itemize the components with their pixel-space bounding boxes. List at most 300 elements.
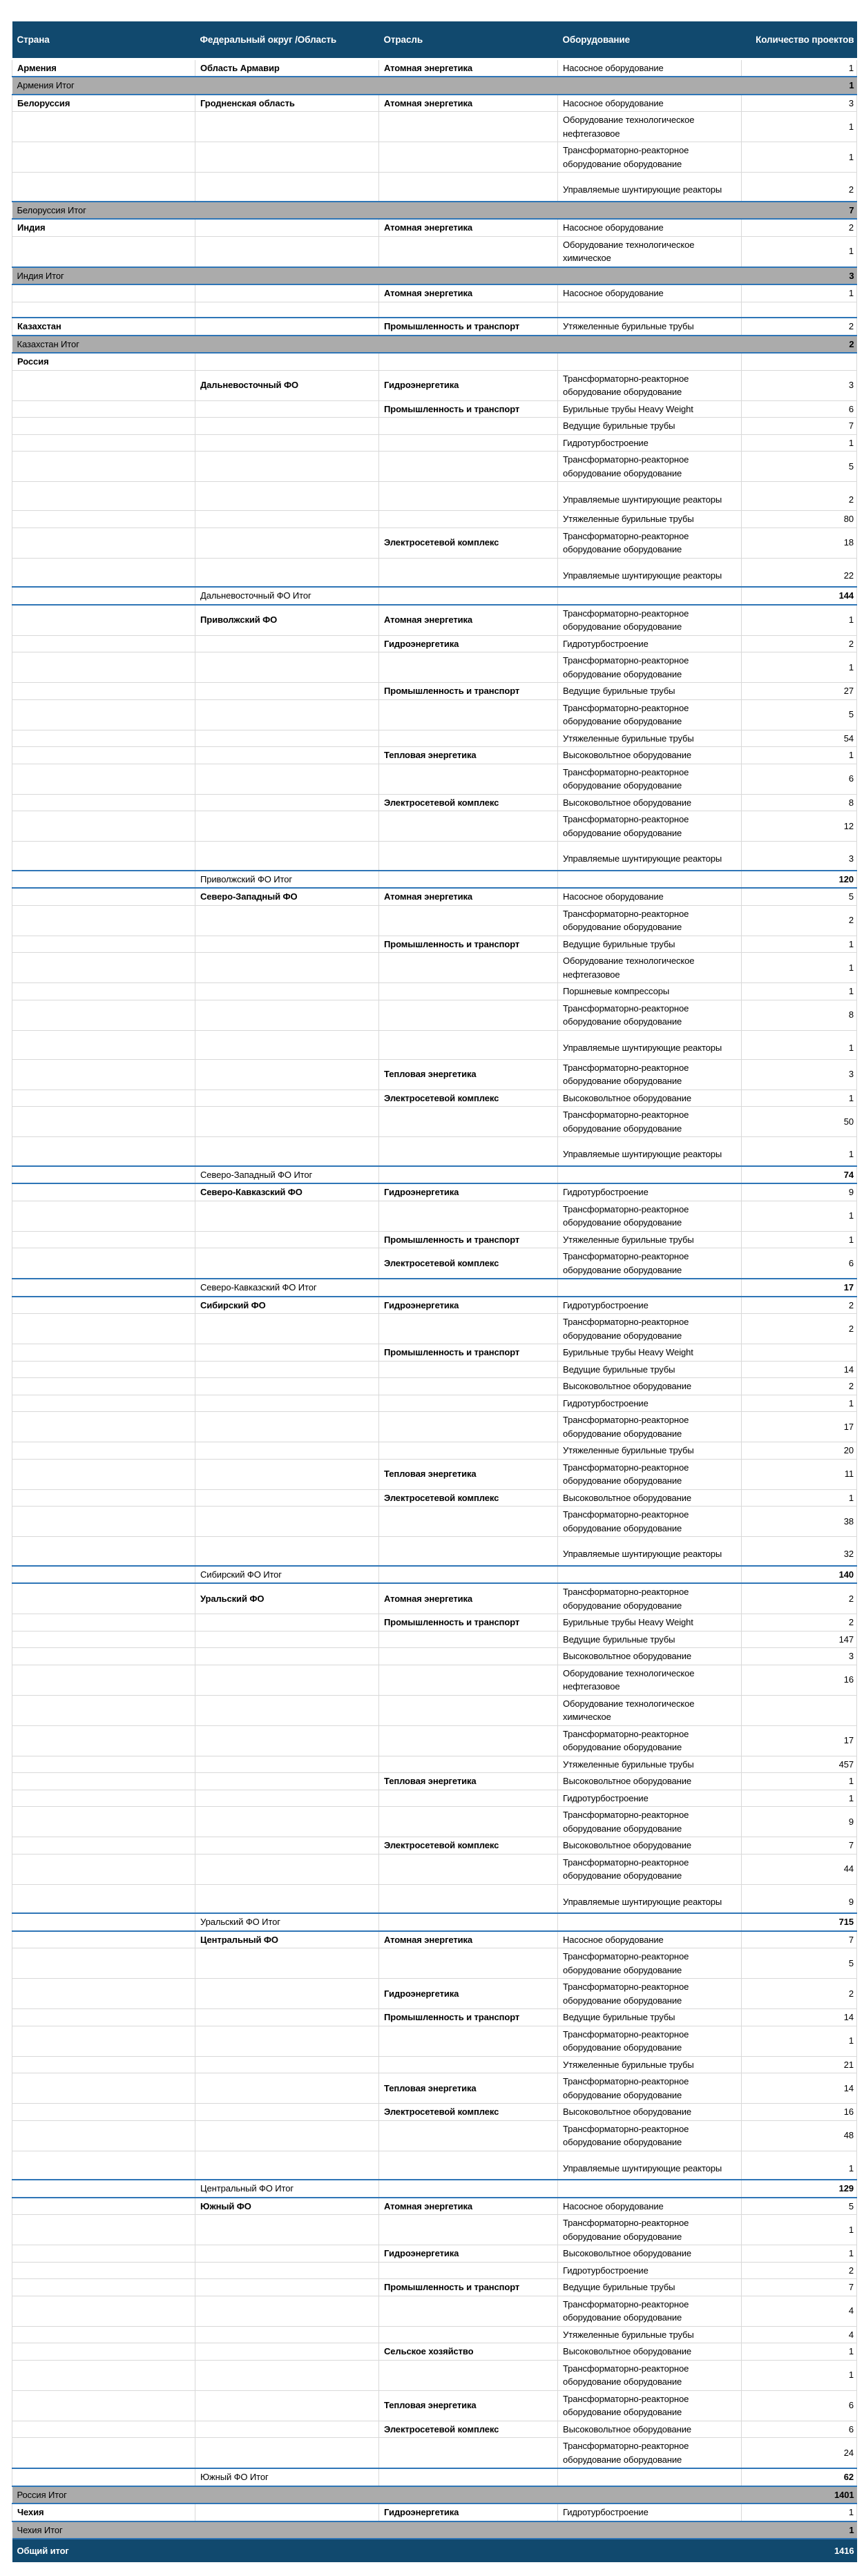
data-row [12,1695,857,1725]
industry-cell [379,142,558,173]
industry-cell: Атомная энергетика [379,1931,558,1948]
data-row [12,236,857,267]
grand-total-row [12,2539,857,2562]
data-row [12,1648,857,1665]
industry-cell [379,1566,558,1584]
industry-cell: Электросетевой комплекс [379,1489,558,1507]
project-count-cell [742,302,857,318]
data-row [12,511,857,528]
project-count-cell: 1 [742,2026,857,2056]
project-count-cell: 2 [742,1297,857,1314]
country-cell [12,1979,195,2009]
region-cell [195,236,379,267]
country-cell [12,1030,195,1059]
equipment-cell: Высоковольтное оборудование [558,1090,742,1107]
project-count-cell: 54 [742,730,857,747]
equipment-cell: Трансформаторно-реакторное оборудование оборудование [558,652,742,683]
project-count-cell: 8 [742,794,857,811]
region-cell [195,1137,379,1166]
project-count-cell: 1 [742,1395,857,1412]
country-cell [12,1344,195,1362]
equipment-cell: Трансформаторно-реакторное оборудование оборудование [558,1507,742,1537]
project-count-cell: 1 [742,1489,857,1507]
district-total-row [12,1913,857,1931]
project-count-cell: 1416 [742,2539,857,2562]
project-count-cell: 5 [742,452,857,482]
project-count-cell: 2 [742,1314,857,1344]
country-cell [12,2009,195,2026]
equipment-cell: Высоковольтное оборудование [558,2343,742,2361]
industry-cell [379,2468,558,2486]
region-cell: Гродненская область [195,95,379,112]
equipment-cell: Трансформаторно-реакторное оборудование оборудование [558,370,742,400]
data-row [12,1248,857,1279]
project-count-cell: 1 [742,2215,857,2245]
region-cell [195,1773,379,1790]
industry-cell [379,353,558,370]
data-row [12,652,857,683]
equipment-cell [558,1279,742,1297]
country-cell [12,794,195,811]
data-row [12,1030,857,1059]
equipment-cell: Высоковольтное оборудование [558,747,742,764]
region-cell [195,452,379,482]
industry-cell [379,1854,558,1884]
district-total-label: Северо-Западный ФО Итог [195,1166,379,1184]
country-cell [12,1107,195,1137]
country-cell [12,936,195,953]
region-cell [195,434,379,452]
data-row [12,1361,857,1378]
industry-cell [379,2026,558,2056]
project-count-cell: 1 [742,434,857,452]
project-count-cell: 6 [742,2390,857,2421]
region-cell [195,2343,379,2361]
region-cell [195,1725,379,1756]
data-row [12,1201,857,1231]
region-cell [195,2421,379,2438]
district-total-label: Уральский ФО Итог [195,1913,379,1931]
district-total-row [12,2468,857,2486]
project-count-cell: 1 [742,2245,857,2263]
data-row [12,2009,857,2026]
industry-cell: Атомная энергетика [379,95,558,112]
equipment-cell: Высоковольтное оборудование [558,2104,742,2121]
equipment-cell: Бурильные трубы Heavy Weight [558,1344,742,1362]
data-row [12,1614,857,1631]
industry-cell: Тепловая энергетика [379,2073,558,2104]
equipment-cell: Высоковольтное оборудование [558,1378,742,1395]
equipment-cell: Утяжеленные бурильные трубы [558,1442,742,1460]
region-cell [195,1231,379,1248]
country-total-row [12,77,857,95]
region-cell [195,905,379,936]
data-row [12,2056,857,2073]
industry-cell: Сельское хозяйство [379,2343,558,2361]
data-row [12,95,857,112]
industry-cell [379,2056,558,2073]
country-cell [12,1884,195,1913]
equipment-cell: Управляемые шунтирующие реакторы [558,558,742,587]
equipment-cell: Управляемые шунтирующие реакторы [558,1137,742,1166]
country-cell [12,284,195,302]
region-cell [195,1090,379,1107]
project-count-cell: 4 [742,2296,857,2326]
data-row [12,1948,857,1979]
data-row [12,1489,857,1507]
data-row [12,527,857,558]
equipment-cell: Трансформаторно-реакторное оборудование оборудование [558,1725,742,1756]
industry-cell [379,2180,558,2198]
industry-cell [379,2296,558,2326]
country-cell [12,482,195,511]
project-count-cell: 1 [742,983,857,1000]
industry-cell: Электросетевой комплекс [379,794,558,811]
country-cell [12,1378,195,1395]
country-cell [12,1566,195,1584]
country-cell [12,2056,195,2073]
equipment-cell: Оборудование технологическое химическое [558,236,742,267]
industry-cell [379,1507,558,1537]
equipment-cell: Гидротурбостроение [558,1790,742,1807]
region-cell [195,683,379,700]
data-row [12,699,857,730]
data-row [12,482,857,511]
country-cell [12,888,195,905]
region-cell [195,983,379,1000]
industry-cell: Промышленность и транспорт [379,2009,558,2026]
region-cell [195,2215,379,2245]
region-cell [195,482,379,511]
data-row [12,1090,857,1107]
region-cell [195,1059,379,1090]
data-row [12,400,857,418]
data-row [12,2326,857,2343]
project-count-cell: 715 [742,1913,857,1931]
industry-cell: Атомная энергетика [379,1583,558,1614]
equipment-cell: Утяжеленные бурильные трубы [558,2056,742,2073]
region-cell [195,1248,379,1279]
industry-cell [379,1913,558,1931]
industry-cell [379,1137,558,1166]
equipment-cell: Управляемые шунтирующие реакторы [558,1537,742,1566]
project-count-cell: 147 [742,1631,857,1648]
data-row [12,605,857,636]
project-count-cell: 457 [742,1756,857,1773]
region-cell [195,527,379,558]
country-cell [12,1614,195,1631]
industry-cell [379,1725,558,1756]
equipment-cell: Трансформаторно-реакторное оборудование оборудование [558,2360,742,2390]
data-row [12,1725,857,1756]
project-count-cell: 2 [742,482,857,511]
region-cell [195,302,379,318]
data-row [12,370,857,400]
equipment-cell: Трансформаторно-реакторное оборудование оборудование [558,811,742,842]
equipment-cell: Высоковольтное оборудование [558,794,742,811]
industry-cell: Гидроэнергетика [379,1183,558,1201]
data-row [12,353,857,370]
country-cell [12,302,195,318]
equipment-cell: Трансформаторно-реакторное оборудование оборудование [558,2438,742,2469]
industry-cell [379,434,558,452]
equipment-cell [558,587,742,605]
equipment-cell: Управляемые шунтирующие реакторы [558,2151,742,2180]
equipment-cell: Высоковольтное оборудование [558,1773,742,1790]
data-row [12,142,857,173]
equipment-cell: Трансформаторно-реакторное оборудование оборудование [558,142,742,173]
district-total-row [12,1279,857,1297]
data-row [12,764,857,794]
country-total-label: Индия Итог [12,267,742,285]
country-cell [12,605,195,636]
industry-cell: Тепловая энергетика [379,2390,558,2421]
country-cell [12,1913,195,1931]
country-cell [12,1248,195,1279]
project-count-cell: 144 [742,587,857,605]
equipment-cell: Трансформаторно-реакторное оборудование оборудование [558,2073,742,2104]
industry-cell [379,1107,558,1137]
country-cell [12,2279,195,2296]
country-cell [12,1314,195,1344]
equipment-cell: Насосное оборудование [558,888,742,905]
empty-total-row [12,302,857,318]
region-cell [195,1665,379,1695]
project-count-cell: 7 [742,1931,857,1948]
industry-cell [379,1166,558,1184]
industry-cell [379,302,558,318]
industry-cell [379,511,558,528]
industry-cell [379,1537,558,1566]
equipment-cell [558,2180,742,2198]
region-cell [195,353,379,370]
country-total-row [12,267,857,285]
equipment-cell [558,2468,742,2486]
project-count-cell: 27 [742,683,857,700]
industry-cell [379,842,558,871]
industry-cell [379,953,558,983]
industry-cell: Электросетевой комплекс [379,1090,558,1107]
data-row [12,1378,857,1395]
equipment-cell: Трансформаторно-реакторное оборудование оборудование [558,2026,742,2056]
equipment-cell: Бурильные трубы Heavy Weight [558,1614,742,1631]
equipment-cell: Утяжеленные бурильные трубы [558,2326,742,2343]
country-cell [12,1231,195,1248]
data-row [12,1583,857,1614]
industry-cell [379,2326,558,2343]
region-cell [195,1854,379,1884]
equipment-cell: Ведущие бурильные трубы [558,2009,742,2026]
industry-cell [379,1442,558,1460]
country-cell [12,434,195,452]
equipment-cell: Гидротурбостроение [558,1395,742,1412]
data-row [12,2504,857,2521]
country-cell: Армения [12,59,195,77]
country-total-label: Армения Итог [12,77,742,95]
industry-cell [379,1395,558,1412]
region-cell [195,1537,379,1566]
region-cell [195,1507,379,1537]
industry-cell [379,905,558,936]
project-count-cell: 2 [742,905,857,936]
industry-cell: Промышленность и транспорт [379,683,558,700]
project-count-cell: 18 [742,527,857,558]
project-count-cell: 2 [742,1614,857,1631]
project-count-cell: 1 [742,953,857,983]
equipment-cell: Управляемые шунтирующие реакторы [558,1884,742,1913]
project-count-cell: 24 [742,2438,857,2469]
industry-cell: Промышленность и транспорт [379,318,558,336]
equipment-cell: Насосное оборудование [558,2198,742,2215]
project-count-cell: 9 [742,1807,857,1837]
country-cell [12,699,195,730]
industry-cell: Атомная энергетика [379,605,558,636]
equipment-cell: Трансформаторно-реакторное оборудование оборудование [558,2215,742,2245]
country-cell [12,747,195,764]
equipment-cell: Оборудование технологическое нефтегазовое [558,953,742,983]
country-cell [12,587,195,605]
country-cell [12,2245,195,2263]
data-row [12,1979,857,2009]
equipment-cell: Трансформаторно-реакторное оборудование оборудование [558,2390,742,2421]
region-cell [195,173,379,202]
project-count-cell: 2 [742,635,857,652]
data-row [12,730,857,747]
data-row [12,173,857,202]
data-row [12,318,857,336]
country-total-label: Белоруссия Итог [12,202,742,220]
data-row [12,2390,857,2421]
project-count-cell: 3 [742,267,857,285]
project-count-cell: 7 [742,2279,857,2296]
equipment-cell: Трансформаторно-реакторное оборудование оборудование [558,1459,742,1489]
project-count-cell: 17 [742,1725,857,1756]
equipment-cell: Гидротурбостроение [558,1183,742,1201]
equipment-cell: Трансформаторно-реакторное оборудование оборудование [558,527,742,558]
project-count-cell: 2 [742,219,857,236]
country-cell [12,2360,195,2390]
data-row [12,2073,857,2104]
region-cell [195,652,379,683]
industry-cell: Электросетевой комплекс [379,527,558,558]
data-row [12,2296,857,2326]
region-cell [195,1979,379,2009]
district-total-row [12,2180,857,2198]
project-count-cell: 12 [742,811,857,842]
data-row [12,936,857,953]
project-count-cell: 1 [742,747,857,764]
equipment-cell: Оборудование технологическое химическое [558,1695,742,1725]
project-count-cell: 3 [742,842,857,871]
project-count-cell: 3 [742,1059,857,1090]
region-cell [195,1756,379,1773]
country-cell [12,953,195,983]
data-row [12,1807,857,1837]
project-count-cell [742,1344,857,1362]
equipment-cell: Утяжеленные бурильные трубы [558,1756,742,1773]
column-header-district: Федеральный округ /Область [195,21,379,59]
region-cell [195,936,379,953]
data-row [12,2343,857,2361]
region-cell [195,1412,379,1442]
country-cell [12,1090,195,1107]
district-total-row [12,871,857,889]
country-cell [12,2198,195,2215]
equipment-cell: Гидротурбостроение [558,1297,742,1314]
project-count-cell: 5 [742,2198,857,2215]
region-cell [195,1314,379,1344]
industry-cell [379,2120,558,2151]
country-cell [12,173,195,202]
region-cell [195,811,379,842]
industry-cell [379,452,558,482]
equipment-cell: Утяжеленные бурильные трубы [558,730,742,747]
country-cell [12,1459,195,1489]
industry-cell [379,871,558,889]
district-total-label: Приволжский ФО Итог [195,871,379,889]
equipment-cell: Трансформаторно-реакторное оборудование оборудование [558,605,742,636]
equipment-cell: Трансформаторно-реакторное оборудование оборудование [558,1807,742,1837]
region-cell [195,2262,379,2279]
data-row [12,1931,857,1948]
equipment-cell: Трансформаторно-реакторное оборудование оборудование [558,452,742,482]
project-count-cell: 1 [742,1201,857,1231]
data-row [12,1107,857,1137]
equipment-cell [558,353,742,370]
equipment-cell: Трансформаторно-реакторное оборудование оборудование [558,2296,742,2326]
project-count-cell: 1 [742,1773,857,1790]
country-cell [12,1442,195,1460]
region-cell [195,1344,379,1362]
industry-cell [379,1361,558,1378]
equipment-cell: Высоковольтное оборудование [558,1489,742,1507]
industry-cell [379,1884,558,1913]
country-cell [12,2421,195,2438]
region-cell [195,1807,379,1837]
industry-cell [379,652,558,683]
industry-cell [379,587,558,605]
country-cell [12,842,195,871]
region-cell [195,1442,379,1460]
data-row [12,1884,857,1913]
country-cell [12,1854,195,1884]
country-cell [12,1201,195,1231]
project-count-cell: 44 [742,1854,857,1884]
region-cell [195,511,379,528]
district-total-label: Южный ФО Итог [195,2468,379,2486]
region-cell [195,2104,379,2121]
equipment-cell: Гидротурбостроение [558,2504,742,2521]
project-count-cell: 2 [742,1583,857,1614]
country-cell [12,1631,195,1648]
project-count-cell: 1 [742,2360,857,2390]
project-count-cell: 14 [742,2009,857,2026]
country-cell [12,730,195,747]
country-cell: Индия [12,219,195,236]
country-cell [12,983,195,1000]
industry-cell: Гидроэнергетика [379,370,558,400]
country-cell [12,1489,195,1507]
data-row [12,558,857,587]
data-row [12,2120,857,2151]
data-row [12,1837,857,1854]
project-count-cell: 1 [742,2504,857,2521]
region-cell [195,842,379,871]
industry-cell [379,1279,558,1297]
industry-cell [379,558,558,587]
data-row [12,794,857,811]
industry-cell [379,418,558,435]
